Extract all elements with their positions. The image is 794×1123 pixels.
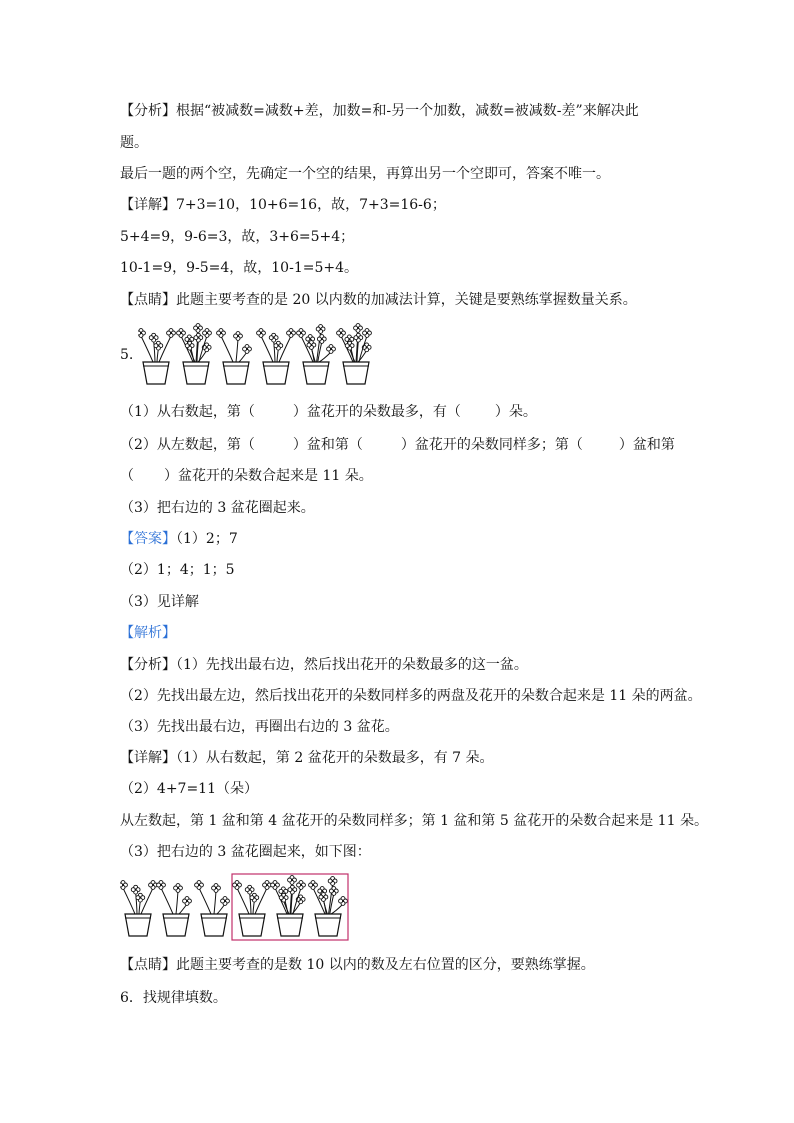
question-part-3: （3）把右边的 3 盆花圈起来。 [120,500,315,516]
detail-step-1: 【详解】（1）从右数起，第 2 盆花开的朵数最多，有 7 朵。 [120,750,494,766]
analysis-step-2: （2）先找出最左边，然后找出花开的朵数同样多的两盘及花开的朵数合起来是 11 朵的两盆。 [120,688,702,704]
explanation-tag: 【解析】 [120,625,176,641]
circled-flower-pots-figure [120,872,356,942]
detail-step-2: （2）4+7=11（朵） [120,781,258,797]
flower-pot [138,329,175,384]
flower-pot [271,876,306,936]
next-question: 6．找规律填数。 [120,990,227,1006]
analysis-note: 最后一题的两个空，先确定一个空的结果，再算出另一个空即可，答案不唯一。 [120,166,610,182]
flower-pot [177,324,212,384]
flower-pots-figure [138,322,388,388]
answer-line-1: 【答案】（1）2；7 [120,531,238,547]
flower-pot [233,881,272,936]
flower-pot [217,329,252,384]
question-number: 5. [120,347,134,363]
question-part-1: （1）从右数起，第（ ）盆花开的朵数最多，有（ ）朵。 [120,404,537,420]
question-part-2-cont: （ ）盆花开的朵数合起来是 11 朵。 [120,468,373,484]
detail-line-2: 5+4=9，9-6=3，故，3+6=5+4； [120,229,355,245]
flower-pot [257,329,296,384]
answer-line-3: （3）见详解 [120,594,199,610]
answer-line-2: （2）1；4；1；5 [120,562,235,578]
flower-pot [297,325,336,384]
answer-tag: 【答案】 [120,531,176,547]
analysis-line-cont: 题。 [120,135,148,151]
detail-line-1: 【详解】7+3=10，10+6=16，故，7+3=16-6； [120,197,446,213]
comment-line-2: 【点睛】此题主要考查的是数 10 以内的数及左右位置的区分，要熟练掌握。 [120,957,595,973]
flower-pot [309,877,348,936]
analysis-line: 【分析】根据“被减数=减数+差，加数=和-另一个加数，减数=被减数-差”来解决此 [120,103,639,119]
comment-line: 【点睛】此题主要考查的是 20 以内数的加减法计算，关键是要熟练掌握数量关系。 [120,292,637,308]
flower-pot [157,881,192,936]
detail-line-3: 10-1=9，9-5=4，故，10-1=5+4。 [120,260,358,276]
flower-pot [120,881,157,936]
analysis-step-3: （3）先找出最右边，再圈出右边的 3 盆花。 [120,719,399,735]
detail-step-4: （3）把右边的 3 盆花圈起来，如下图： [120,844,371,860]
detail-step-3: 从左数起，第 1 盆和第 4 盆花开的朵数同样多；第 1 盆和第 5 盆花开的朵数合起来是 11 朵。 [120,813,708,829]
question-part-2: （2）从左数起，第（ ）盆和第（ ）盆花开的朵数同样多；第（ ）盆和第 [120,437,675,453]
flower-pot [195,881,230,936]
analysis-step-1: 【分析】（1）先找出最右边，然后找出花开的朵数最多的这一盆。 [120,657,528,673]
flower-pot [337,324,372,384]
